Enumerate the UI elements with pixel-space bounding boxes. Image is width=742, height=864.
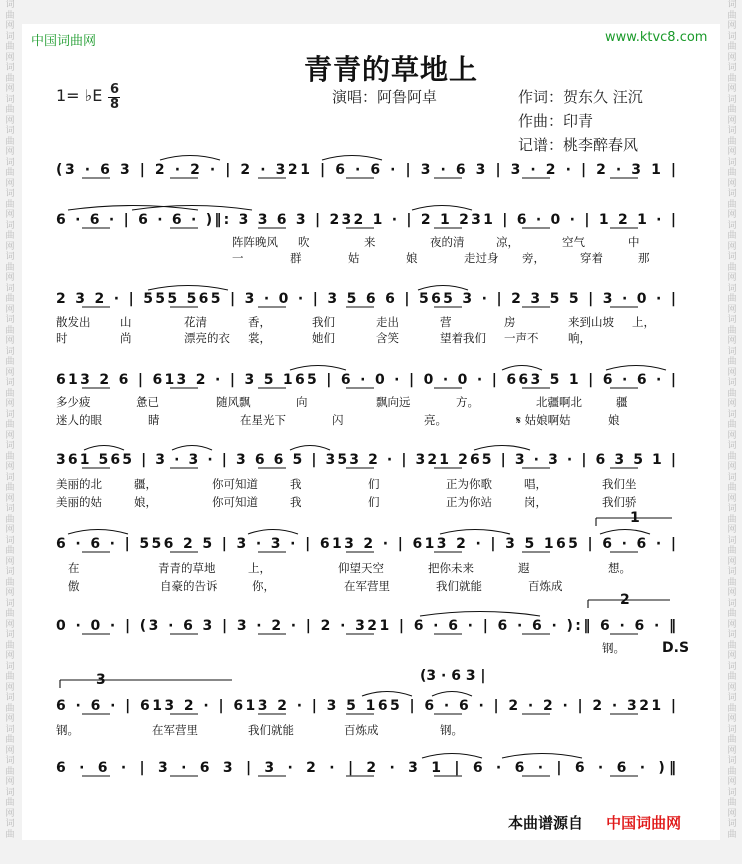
lyric-r4a: 随风飘 [216,395,251,409]
lyric-r3a: 营 [440,315,452,329]
lyric-r2a: 中 [628,235,640,249]
slur-arc [600,530,650,535]
lyric-r6b: 傲 [68,579,80,593]
lyric-r3b: 望着我们 [440,331,486,345]
lyric-r6b: 百炼成 [528,579,563,593]
slur-arc [172,446,212,451]
lyric-r3a: 来到山坡 [568,315,614,329]
lyric-r6a: 上， [248,561,271,575]
site-url-right[interactable]: www.ktvc8.com [605,30,708,45]
lyric-r4a: 疆 [616,395,628,409]
volta-1-label: 1 [630,510,640,526]
lyric-r5a: 正为你歌 [446,477,492,491]
notation-staff [22,24,720,840]
slur-arc [68,530,128,535]
composer-credit: 作曲：印青 [518,112,594,130]
key-signature: 1= ♭E [56,86,103,105]
notation-row: (3 · 6 3 | 2 · 2 · | 2 · 321 | 6 · 6 · | 3 · 6 3 | 3 · 2 · | 2 · 3 1 | [56,162,676,178]
slur-arc [418,286,468,291]
slur-arc [606,366,666,371]
notation-row: 2 3 2 · | 555 565 | 3 · 0 · | 3 5 6 6 | 565 3 · | 2 3 5 5 | 3 · 0 · | [56,291,676,307]
singer-credit: 演唱：阿鲁阿卓 [332,88,438,106]
lyric-r3a: 我们 [312,315,335,329]
footer-source-site[interactable]: 中国词曲网 [606,814,682,832]
volta-3-label: 3 [96,672,106,688]
lyric-r4b: 亮。 [424,413,447,427]
lyric-r3b: 漂亮的衣 [184,331,230,345]
lyric-r2a: 吹 [298,235,310,249]
notation-row: 6 · 6 · | 6 · 6 · )‖: 3 3 6 3 | 232 1 · | 2 1 231 | 6 · 0 · | 1 2 1 · | [56,212,676,228]
lyric-r5a: 疆， [134,477,157,491]
score-page [22,24,720,840]
lyric-r2b: 一 [232,251,244,265]
lyric-r2a: 凉， [496,235,519,249]
lyric-r4a: 向 [296,395,308,409]
lyric-r4b: 娘 [608,413,620,427]
site-name-left[interactable]: 中国词曲网 [31,34,97,49]
volta-2-label: 2 [620,592,630,608]
slur-arc [84,446,124,451]
slur-arc [160,156,220,161]
dal-segno-mark: D.S [662,640,690,656]
lyric-r4a: 方。 [456,395,479,409]
lyric-r2b: 穿着 [580,251,603,265]
slur-arc [422,754,482,759]
lyric-r4a: 北疆啊北 [536,395,582,409]
lyric-r2b: 那 [638,251,650,265]
lyric-r3b: 尚 [120,331,132,345]
lyric-r8: 钢。 [440,723,463,737]
lyric-r8: 钢。 [56,723,79,737]
lyricist-credit: 作词：贺东久 汪沉 [518,88,643,106]
lyric-r2a: 夜的清 [430,235,465,249]
lyric-r3a: 散发出 [56,315,91,329]
lyric-r3b: 一声不 [504,331,539,345]
lyric-r4a: 飘向远 [376,395,411,409]
notation-row: 6 · 6 · | 556 2 5 | 3 · 3 · | 613 2 · | 613 2 · | 3 5 165 | 6 · 6 · | [56,536,676,552]
lyric-r5b: 美丽的姑 [56,495,102,509]
lyric-r6b: 自豪的告诉 [160,579,218,593]
lyric-r7: 钢。 [602,641,625,655]
lyric-r6b: 我们就能 [436,579,482,593]
lyric-r3b: 她们 [312,331,335,345]
lyric-r5a: 唱， [524,477,547,491]
slur-arc [412,206,472,211]
lyric-r3b: 时 [56,331,68,345]
lyric-r2b: 旁， [522,251,545,265]
lyric-r2b: 走过身 [464,251,499,265]
lyric-r5b: 岗， [524,495,547,509]
lyric-r3b: 裳， [248,331,271,345]
time-signature-bottom: 8 [110,97,120,112]
lyric-r5b: 我 [290,495,302,509]
slur-arc [474,446,530,451]
lyric-r6a: 在 [68,561,80,575]
lyric-r2a: 空气 [562,235,585,249]
lyric-r5b: 你可知道 [212,495,258,509]
lyric-r5a: 美丽的北 [56,477,102,491]
slur-arc [290,446,330,451]
footer-source [508,812,681,833]
notation-row: 361 565 | 3 · 3 · | 3 6 6 5 | 353 2 · | 321 265 | 3 · 3 · | 6 3 5 1 | [56,452,677,468]
slur-arc [148,286,228,291]
lyric-r3b: 含笑 [376,331,399,345]
lyric-r4b: 迷人的眼 [56,413,102,427]
lyric-r2a: 来 [364,235,376,249]
lyric-r5b: 们 [368,495,380,509]
footer-source-label: 本曲谱源自 [508,814,584,832]
slur-arc [432,692,472,697]
lyric-r8: 百炼成 [344,723,379,737]
lyric-r8: 在军营里 [152,723,198,737]
lyric-r3b: 响， [568,331,591,345]
lyric-r5a: 们 [368,477,380,491]
notation-row: 613 2 6 | 613 2 · | 3 5 165 | 6 · 0 · | 0 · 0 · | 663 5 1 | 6 · 6 · | [56,372,676,388]
lyric-r3a: 山 [120,315,132,329]
lyric-r2b: 娘 [406,251,418,265]
slur-arc [322,156,382,161]
lyric-r5a: 我 [290,477,302,491]
slur-arc [420,612,540,617]
slur-arc [440,530,510,535]
lyric-r4a: 多少疲 [56,395,91,409]
lyric-r3a: 香， [248,315,271,329]
lyric-r4b: 𝄋 姑娘啊姑 [516,413,571,427]
song-title: 青青的草地上 [304,53,479,86]
lyric-r5a: 我们坐 [602,477,637,491]
lyric-r6a: 仰望天空 [338,561,384,575]
lyric-r5b: 正为你站 [446,495,492,509]
lyric-r4b: 闪 [332,413,344,427]
lyric-r6a: 青青的草地 [158,561,216,575]
lyric-r4b: 在星光下 [240,413,286,427]
lyric-r8: 我们就能 [248,723,294,737]
lyric-r3a: 房 [504,315,516,329]
lyric-r4b: 睛 [148,413,160,427]
notation-row: 6 · 6 · | 3 · 6 3 | 3 · 2 · | 2 · 3 1 | 6 · 6 · | 6 · 6 · )‖ [56,760,677,776]
slur-arc [362,692,412,697]
lyric-r6a: 想。 [608,561,631,575]
slur-arc [248,530,298,535]
lyric-r4a: 惫已 [136,395,159,409]
lyric-r6b: 你， [252,579,275,593]
slur-arc [290,366,346,371]
left-watermark-strip: 词 曲 网 词 曲 网 词 曲 网 词 曲 网 词 曲 网 词 曲 网 词 曲 网 词 曲 网 词 曲 网 词 曲 网 词 曲 网 词 曲 网 词 曲 网 词 曲 网 词 曲 网 词 曲 网 词 曲 网 词 曲 网 词 曲 网 词 曲 网 词 曲 网 词 曲 网 词 曲 网 词 曲 网 词 曲 网 词 曲 网 词 曲 [5,0,15,840]
lyric-r5b: 我们骄 [602,495,637,509]
lyric-r3a: 走出 [376,315,399,329]
transcriber-credit: 记谱：桃李醉春风 [518,136,639,154]
lyric-r6a: 把你未来 [428,561,474,575]
notation-row: 6 · 6 · | 613 2 · | 613 2 · | 3 5 165 | 6 · 6 · | 2 · 2 · | 2 · 321 | [56,698,676,714]
lyric-r6a: 遐 [518,561,530,575]
lyric-r5b: 娘， [134,495,157,509]
notation-row: 0 · 0 · | (3 · 6 3 | 3 · 2 · | 2 · 321 | 6 · 6 · | 6 · 6 · ):‖ 6 · 6 · ‖ [56,618,677,634]
lyric-r2b: 群 [290,251,302,265]
slur-arc [502,754,582,759]
lyric-r5a: 你可知道 [212,477,258,491]
slur-arc [502,366,542,371]
lyric-r2b: 姑 [348,251,360,265]
lyric-r6b: 在军营里 [344,579,390,593]
pickup-measure: (3 · 6 3 | [420,668,486,684]
right-watermark-strip: 词 曲 网 词 曲 网 词 曲 网 词 曲 网 词 曲 网 词 曲 网 词 曲 网 词 曲 网 词 曲 网 词 曲 网 词 曲 网 词 曲 网 词 曲 网 词 曲 网 词 曲 网 词 曲 网 词 曲 网 词 曲 网 词 曲 网 词 曲 网 词 曲 网 词 曲 网 词 曲 网 词 曲 网 词 曲 网 词 曲 网 词 曲 [727,0,737,840]
lyric-r2a: 阵阵晚风 [232,235,278,249]
lyric-r3a: 花清 [184,315,207,329]
time-signature-top: 6 [110,82,120,97]
lyric-r3a: 上， [632,315,655,329]
